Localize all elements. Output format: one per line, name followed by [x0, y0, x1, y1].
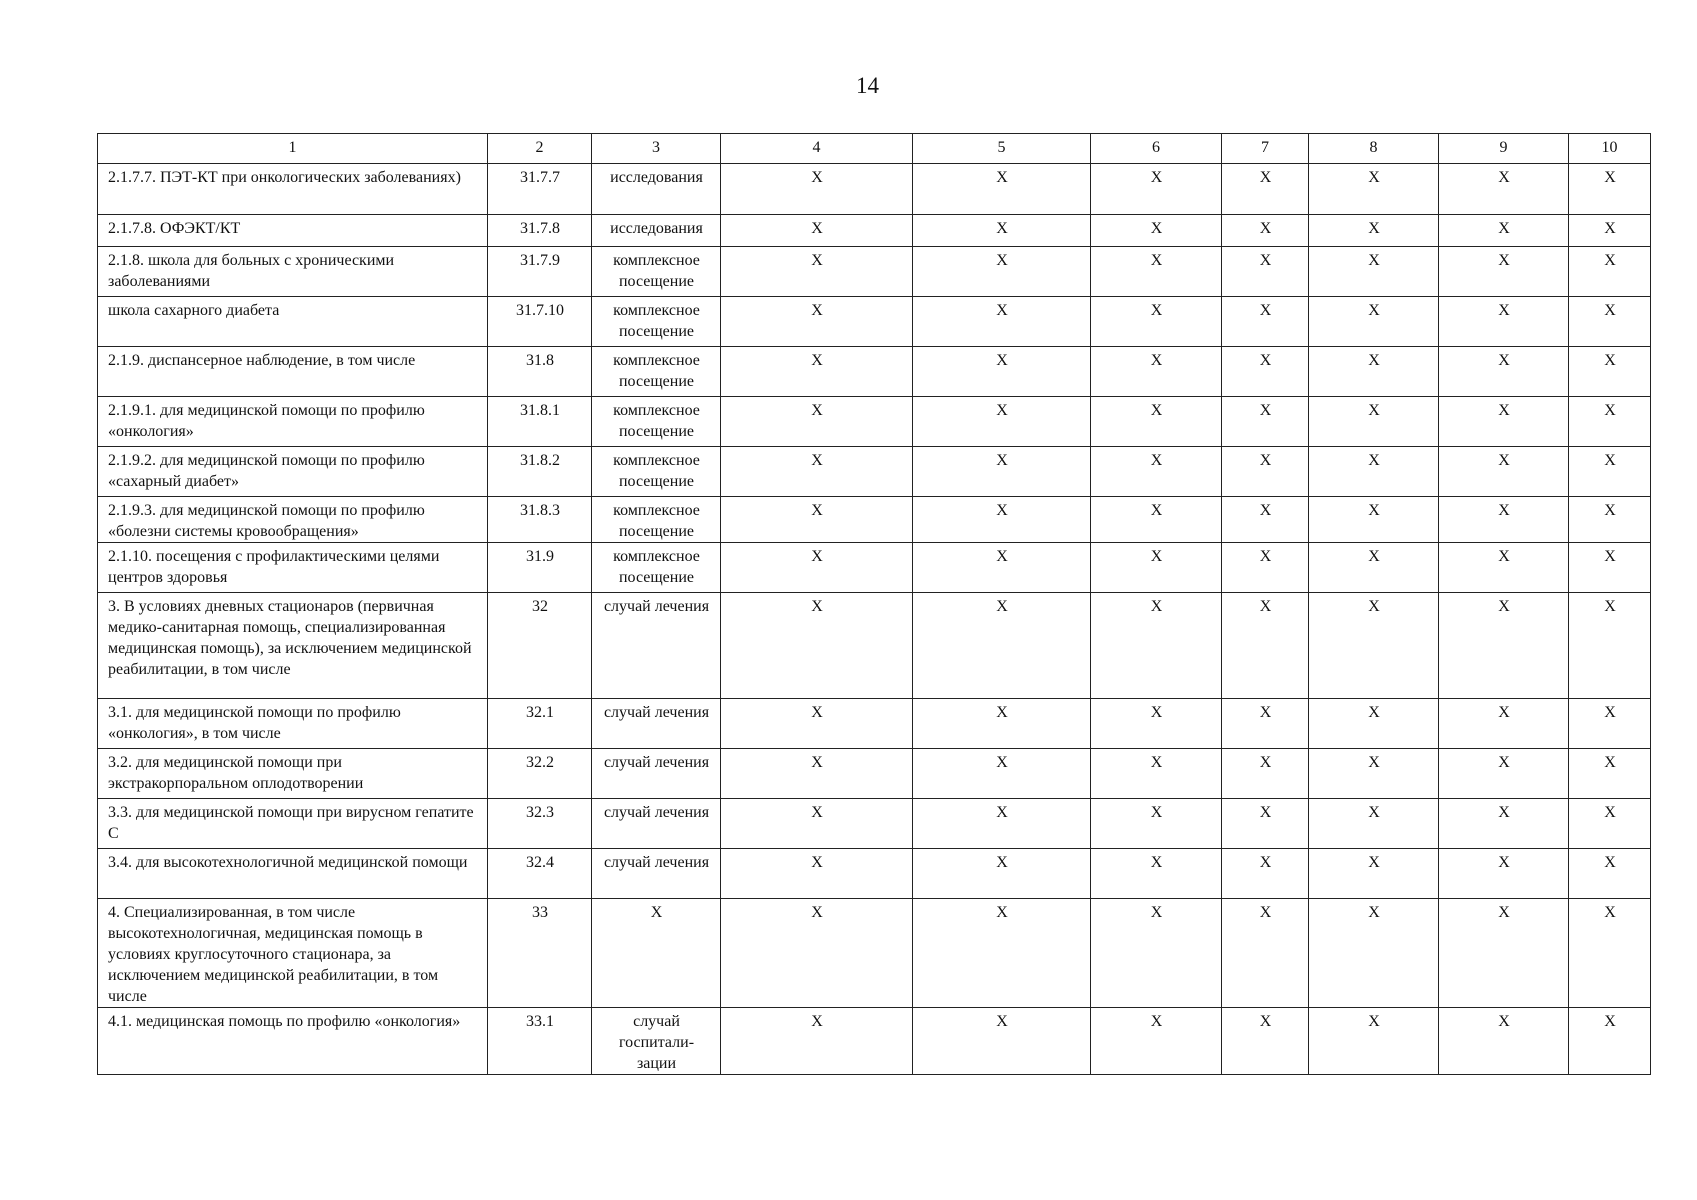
row-value-cell: X — [1439, 699, 1569, 749]
row-value-cell: X — [913, 297, 1091, 347]
row-name-cell: 4. Специализированная, в том числе высокотехнологичная, медицинская помощь в условиях круглосуточного стационара, за исключением медицинской реабилитации, в том числе — [98, 899, 488, 1008]
row-value-cell: X — [1569, 849, 1651, 899]
row-value-cell: X — [1091, 497, 1222, 543]
row-value-cell: X — [913, 543, 1091, 593]
row-name-cell: 2.1.7.7. ПЭТ-КТ при онкологических заболеваниях) — [98, 164, 488, 215]
row-value-cell: X — [1309, 497, 1439, 543]
row-value-cell: X — [1222, 543, 1309, 593]
row-code-cell: 31.8.2 — [488, 447, 592, 497]
row-value-cell: X — [1222, 164, 1309, 215]
row-unit-cell: комплексное посещение — [592, 447, 721, 497]
row-value-cell: X — [1309, 297, 1439, 347]
table-row — [98, 899, 1651, 1008]
row-value-cell: X — [1309, 593, 1439, 699]
row-unit-cell: случай госпитали-зации — [592, 1008, 721, 1075]
row-value-cell: X — [721, 247, 913, 297]
row-unit-cell: случай лечения — [592, 593, 721, 699]
header-cell: 4 — [721, 134, 913, 164]
row-value-cell: X — [721, 215, 913, 247]
row-name-cell: 3.3. для медицинской помощи при вирусном гепатите С — [98, 799, 488, 849]
row-value-cell: X — [1091, 1008, 1222, 1075]
row-value-cell: X — [1222, 799, 1309, 849]
row-value-cell: X — [1439, 749, 1569, 799]
row-code-cell: 31.7.8 — [488, 215, 592, 247]
row-code-cell: 31.8 — [488, 347, 592, 397]
row-value-cell: X — [1439, 497, 1569, 543]
row-value-cell: X — [721, 699, 913, 749]
row-value-cell: X — [1222, 347, 1309, 397]
row-value-cell: X — [1222, 215, 1309, 247]
row-code-cell: 31.9 — [488, 543, 592, 593]
row-value-cell: X — [1309, 799, 1439, 849]
row-name-cell: 3.2. для медицинской помощи при экстракорпоральном оплодотворении — [98, 749, 488, 799]
row-code-cell: 32.1 — [488, 699, 592, 749]
row-value-cell: X — [1439, 297, 1569, 347]
row-name-cell: 3.1. для медицинской помощи по профилю «онкология», в том числе — [98, 699, 488, 749]
row-value-cell: X — [913, 247, 1091, 297]
row-unit-cell: случай лечения — [592, 849, 721, 899]
row-value-cell: X — [1569, 497, 1651, 543]
row-name-cell: 3. В условиях дневных стационаров (первичная медико-санитарная помощь, специализированная медицинская помощь), за исключением медицинской реабилитации, в том числе — [98, 593, 488, 699]
row-value-cell: X — [721, 497, 913, 543]
row-value-cell: X — [1222, 447, 1309, 497]
row-code-cell: 31.7.7 — [488, 164, 592, 215]
row-value-cell: X — [1309, 215, 1439, 247]
row-value-cell: X — [1309, 447, 1439, 497]
row-code-cell: 33 — [488, 899, 592, 1008]
row-value-cell: X — [1091, 899, 1222, 1008]
row-value-cell: X — [1091, 699, 1222, 749]
row-value-cell: X — [1309, 347, 1439, 397]
row-value-cell: X — [1439, 899, 1569, 1008]
row-code-cell: 32.2 — [488, 749, 592, 799]
row-name-cell: 2.1.10. посещения с профилактическими целями центров здоровья — [98, 543, 488, 593]
table-row — [98, 247, 1651, 297]
row-value-cell: X — [1222, 593, 1309, 699]
row-unit-cell: X — [592, 899, 721, 1008]
table-row — [98, 1008, 1651, 1075]
row-name-cell: 2.1.9.1. для медицинской помощи по профилю «онкология» — [98, 397, 488, 447]
row-value-cell: X — [721, 799, 913, 849]
row-name-cell: 3.4. для высокотехнологичной медицинской помощи — [98, 849, 488, 899]
row-value-cell: X — [913, 497, 1091, 543]
row-value-cell: X — [1309, 849, 1439, 899]
row-value-cell: X — [721, 593, 913, 699]
row-value-cell: X — [1091, 447, 1222, 497]
row-value-cell: X — [1091, 347, 1222, 397]
row-value-cell: X — [1569, 1008, 1651, 1075]
row-value-cell: X — [1222, 247, 1309, 297]
row-code-cell: 32 — [488, 593, 592, 699]
row-value-cell: X — [1222, 297, 1309, 347]
row-value-cell: X — [721, 543, 913, 593]
table-row — [98, 799, 1651, 849]
table-row — [98, 497, 1651, 543]
row-value-cell: X — [1569, 749, 1651, 799]
row-value-cell: X — [721, 347, 913, 397]
row-name-cell: 2.1.9.2. для медицинской помощи по профилю «сахарный диабет» — [98, 447, 488, 497]
row-name-cell: школа сахарного диабета — [98, 297, 488, 347]
row-value-cell: X — [1569, 164, 1651, 215]
row-value-cell: X — [1439, 849, 1569, 899]
row-value-cell: X — [721, 899, 913, 1008]
row-value-cell: X — [1569, 447, 1651, 497]
row-value-cell: X — [721, 447, 913, 497]
row-value-cell: X — [1309, 1008, 1439, 1075]
table-row — [98, 297, 1651, 347]
row-value-cell: X — [913, 849, 1091, 899]
row-value-cell: X — [1439, 397, 1569, 447]
row-value-cell: X — [1222, 849, 1309, 899]
row-value-cell: X — [1439, 164, 1569, 215]
row-unit-cell: случай лечения — [592, 699, 721, 749]
page-number: 14 — [856, 73, 879, 98]
row-value-cell: X — [913, 593, 1091, 699]
row-value-cell: X — [913, 447, 1091, 497]
header-cell: 2 — [488, 134, 592, 164]
header-cell: 10 — [1569, 134, 1651, 164]
row-value-cell: X — [1309, 899, 1439, 1008]
row-value-cell: X — [1309, 397, 1439, 447]
row-value-cell: X — [721, 297, 913, 347]
row-code-cell: 33.1 — [488, 1008, 592, 1075]
row-code-cell: 32.4 — [488, 849, 592, 899]
header-cell: 6 — [1091, 134, 1222, 164]
row-name-cell: 2.1.8. школа для больных с хроническими заболеваниями — [98, 247, 488, 297]
row-value-cell: X — [1439, 593, 1569, 699]
row-value-cell: X — [1569, 347, 1651, 397]
table-row — [98, 749, 1651, 799]
row-value-cell: X — [1439, 347, 1569, 397]
table-row — [98, 543, 1651, 593]
row-value-cell: X — [1222, 497, 1309, 543]
row-value-cell: X — [1569, 247, 1651, 297]
row-name-cell: 2.1.7.8. ОФЭКТ/КТ — [98, 215, 488, 247]
row-value-cell: X — [1091, 247, 1222, 297]
row-value-cell: X — [1309, 699, 1439, 749]
row-value-cell: X — [1569, 215, 1651, 247]
row-value-cell: X — [1222, 899, 1309, 1008]
row-value-cell: X — [1439, 247, 1569, 297]
row-value-cell: X — [1222, 699, 1309, 749]
row-unit-cell: комплексное посещение — [592, 247, 721, 297]
row-value-cell: X — [1091, 849, 1222, 899]
header-cell: 9 — [1439, 134, 1569, 164]
row-value-cell: X — [913, 699, 1091, 749]
row-value-cell: X — [1222, 1008, 1309, 1075]
row-code-cell: 31.8.3 — [488, 497, 592, 543]
header-cell: 8 — [1309, 134, 1439, 164]
row-code-cell: 32.3 — [488, 799, 592, 849]
row-value-cell: X — [721, 849, 913, 899]
header-cell: 1 — [98, 134, 488, 164]
row-value-cell: X — [1091, 397, 1222, 447]
header-cell: 3 — [592, 134, 721, 164]
row-unit-cell: комплексное посещение — [592, 347, 721, 397]
row-code-cell: 31.7.10 — [488, 297, 592, 347]
row-value-cell: X — [1222, 397, 1309, 447]
row-value-cell: X — [1439, 1008, 1569, 1075]
row-value-cell: X — [1569, 297, 1651, 347]
row-value-cell: X — [1309, 164, 1439, 215]
row-value-cell: X — [1091, 543, 1222, 593]
row-value-cell: X — [1309, 749, 1439, 799]
row-unit-cell: случай лечения — [592, 799, 721, 849]
row-value-cell: X — [913, 164, 1091, 215]
row-value-cell: X — [1569, 397, 1651, 447]
row-value-cell: X — [1569, 899, 1651, 1008]
row-unit-cell: комплексное посещение — [592, 397, 721, 447]
row-value-cell: X — [1439, 447, 1569, 497]
table-header-row — [98, 134, 1651, 164]
row-value-cell: X — [1309, 247, 1439, 297]
row-value-cell: X — [1091, 297, 1222, 347]
row-value-cell: X — [1222, 749, 1309, 799]
row-value-cell: X — [1439, 799, 1569, 849]
row-value-cell: X — [721, 397, 913, 447]
row-unit-cell: исследования — [592, 215, 721, 247]
row-value-cell: X — [1569, 799, 1651, 849]
row-value-cell: X — [1309, 543, 1439, 593]
row-value-cell: X — [1091, 593, 1222, 699]
row-value-cell: X — [1569, 593, 1651, 699]
data-table — [97, 133, 1651, 1075]
row-value-cell: X — [1091, 799, 1222, 849]
row-value-cell: X — [1091, 164, 1222, 215]
row-value-cell: X — [913, 1008, 1091, 1075]
table-row — [98, 347, 1651, 397]
row-name-cell: 2.1.9.3. для медицинской помощи по профилю «болезни системы кровообращения» — [98, 497, 488, 543]
row-value-cell: X — [913, 397, 1091, 447]
row-code-cell: 31.8.1 — [488, 397, 592, 447]
row-unit-cell: комплексное посещение — [592, 543, 721, 593]
row-value-cell: X — [1439, 543, 1569, 593]
row-value-cell: X — [721, 749, 913, 799]
row-value-cell: X — [913, 749, 1091, 799]
row-value-cell: X — [721, 164, 913, 215]
row-unit-cell: исследования — [592, 164, 721, 215]
table-row — [98, 593, 1651, 699]
table-row — [98, 164, 1651, 215]
row-value-cell: X — [1569, 543, 1651, 593]
row-value-cell: X — [913, 215, 1091, 247]
row-name-cell: 4.1. медицинская помощь по профилю «онкология» — [98, 1008, 488, 1075]
row-code-cell: 31.7.9 — [488, 247, 592, 297]
table-row — [98, 397, 1651, 447]
row-value-cell: X — [1091, 215, 1222, 247]
row-value-cell: X — [913, 899, 1091, 1008]
row-value-cell: X — [1091, 749, 1222, 799]
header-cell: 7 — [1222, 134, 1309, 164]
table-row — [98, 215, 1651, 247]
table-row — [98, 699, 1651, 749]
row-name-cell: 2.1.9. диспансерное наблюдение, в том числе — [98, 347, 488, 397]
row-value-cell: X — [913, 799, 1091, 849]
row-unit-cell: комплексное посещение — [592, 297, 721, 347]
table-row — [98, 849, 1651, 899]
row-value-cell: X — [1439, 215, 1569, 247]
row-value-cell: X — [913, 347, 1091, 397]
row-value-cell: X — [1569, 699, 1651, 749]
row-unit-cell: случай лечения — [592, 749, 721, 799]
row-value-cell: X — [721, 1008, 913, 1075]
row-unit-cell: комплексное посещение — [592, 497, 721, 543]
table-row — [98, 447, 1651, 497]
header-cell: 5 — [913, 134, 1091, 164]
